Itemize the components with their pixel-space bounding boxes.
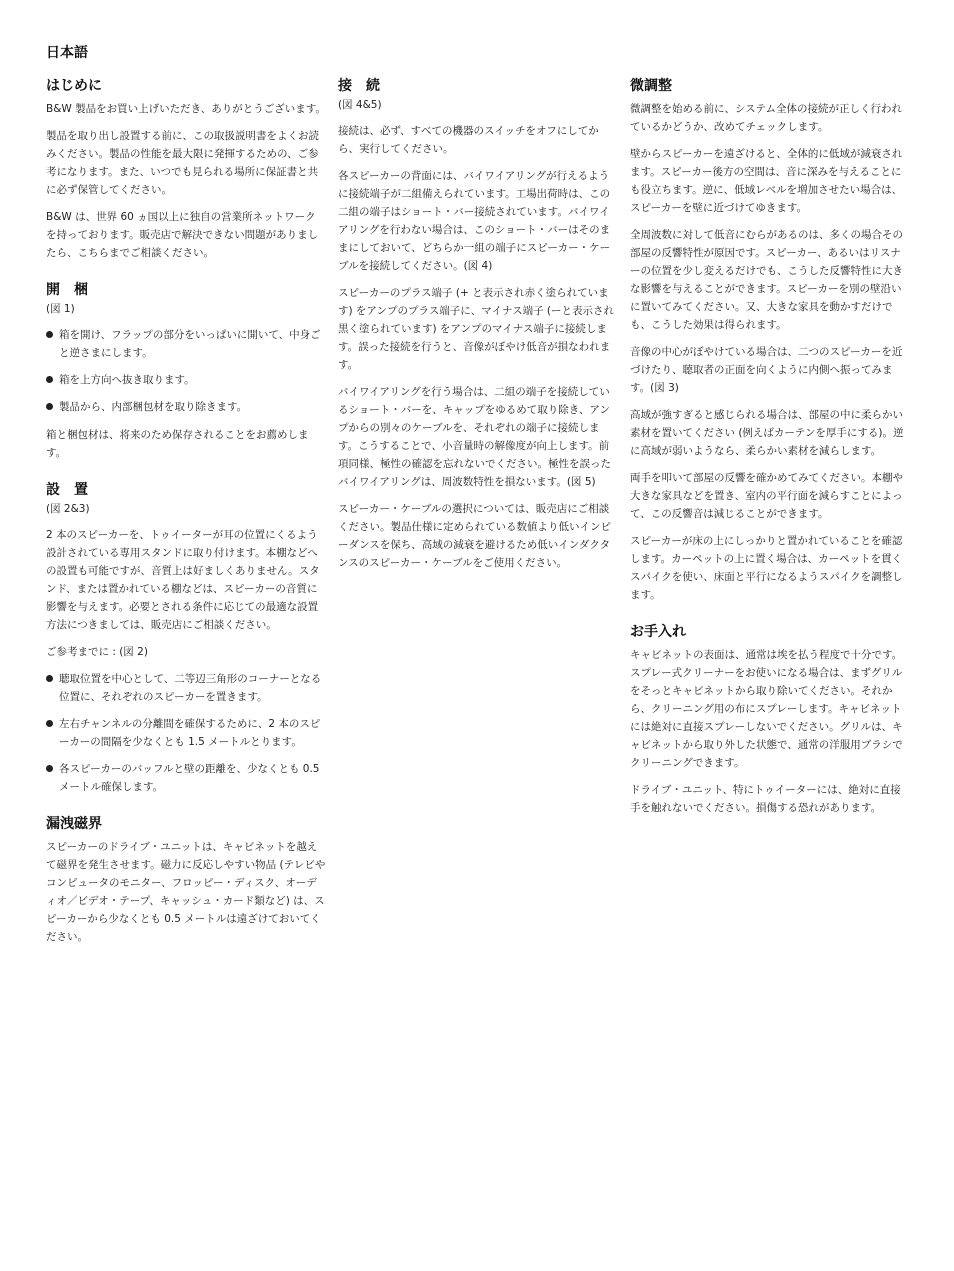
bullet-icon [46,331,53,338]
paragraph: 箱と梱包材は、将来のため保存されることをお薦めします。 [46,429,309,459]
section-heading: 接 続 [338,78,380,94]
section-placement [46,480,326,796]
paragraph: B&W 製品をお買い上げいただき、ありがとうございます。 [46,103,326,115]
paragraph: 両手を叩いて部屋の反響を確かめてみてください。本棚や大きな家具などを置き、室内の平行面を減らすことによって、この反響音は減じることができます。 [630,472,903,520]
section-fine-tuning [630,76,910,604]
list-item [46,760,326,796]
section-heading: 漏洩磁界 [46,816,102,832]
paragraph: 壁からスピーカーを遠ざけると、全体的に低域が減衰されます。スピーカー後方の空間は、音に深みを与えることにも役立ちます。逆に、低域レベルを増加させたい場合は、スピーカーを壁に近づけてゆきます。 [630,148,903,214]
column-left [46,76,326,964]
paragraph: 製品を取り出し設置する前に、この取扱説明書をよくお読みください。製品の性能を最大限に発揮するための、ご参考になります。また、いつでも見られる場所に保証書と共に必ず保管してください。 [46,130,319,196]
section-intro [46,76,326,262]
section-heading: はじめに [46,78,102,94]
paragraph: スピーカー・ケーブルの選択については、販売店にご相談ください。製品仕様に定められている数値より低いインピーダンスを保ち、高域の減衰を避けるため低いインダクタンスのスピーカー・ケーブルをご使用ください。 [338,503,611,569]
bullet-list [46,670,326,796]
list-item-text: 箱を上方向へ抜き取ります。 [59,374,195,386]
list-item [46,398,326,416]
paragraph: ドライブ・ユニット、特にトゥイーターには、絶対に直接手を触れないでください。損傷する恐れがあります。 [630,784,901,814]
bullet-icon [46,675,53,682]
figure-reference: (図 1) [46,303,75,315]
paragraph: 高域が強すぎると感じられる場合は、部屋の中に柔らかい素材を置いてください (例えばカーテンを厚手にする)。逆に高域が弱いようなら、柔らかい素材を減らします。 [630,409,904,457]
section-care [630,622,910,817]
paragraph: バイワイアリングを行う場合は、二組の端子を接続しているショート・バーを、キャップをゆるめて取り除き、アンプからの別々のケーブルを、それぞれの端子に接続します。こうすることで、小音量時の解像度が向上します。前項同様、極性の確認を忘れないでください。極性を誤ったバイワイアリングは、周波数特性を損ないます。(図 5) [338,386,611,488]
paragraph: スピーカーが床の上にしっかりと置かれていることを確認します。カーペットの上に置く場合は、カーペットを貫くスパイクを使い、床面と平行になるようスパイクを調整します。 [630,535,903,601]
section-heading: 微調整 [630,78,672,94]
figure-reference: (図 4&5) [338,99,382,111]
paragraph: 各スピーカーの背面には、バイワイアリングが行えるように接続端子が二組備えられています。工場出荷時は、この二組の端子はショート・バー接続されています。バイワイアリングを行わない場合は、このショート・バーはそのままにしておいて、どちらか一組の端子にスピーカー・ケーブルを接続してください。(図 4) [338,170,611,272]
paragraph: 音像の中心がぼやけている場合は、二つのスピーカーを近づけたり、聴取者の正面を向くように内側へ振ってみます。(図 3) [630,346,903,394]
list-item [46,715,326,751]
section-heading: 設 置 [46,482,88,498]
figure-reference: (図 2&3) [46,503,90,515]
bullet-icon [46,403,53,410]
list-item [46,326,326,362]
list-item-text: 箱を開け、フラップの部分をいっぱいに開いて、中身ごと逆さまにします。 [59,329,321,359]
section-heading: 開 梱 [46,282,88,298]
paragraph: キャビネットの表面は、通常は埃を払う程度で十分です。スプレー式クリーナーをお使いになる場合は、まずグリルをそっとキャビネットから取り除いてください。それから、クリーニング用の布にスプレーします。キャビネットには絶対に直接スプレーしないでください。グリルは、キャビネットから取り外した状態で、通常の洋服用ブラシでクリーニングできます。 [630,649,903,769]
bullet-icon [46,376,53,383]
list-item-text: 製品から、内部梱包材を取り除きます。 [59,401,248,413]
bullet-icon [46,720,53,727]
section-unpacking [46,280,326,462]
column-right [630,76,910,835]
list-item [46,670,326,706]
bullet-icon [46,765,53,772]
paragraph: 接続は、必ず、すべての機器のスイッチをオフにしてから、実行してください。 [338,125,599,155]
paragraph: 全周波数に対して低音にむらがあるのは、多くの場合その部屋の反響特性が原因です。スピーカー、あるいはリスナーの位置を少し変えるだけでも、こうした反響特性に大きな影響を与えることができます。スピーカーを別の壁沿いに置いてみてください。又、大きな家具を動かすだけでも、こうした効果は得られます。 [630,229,903,331]
section-connections [338,76,618,572]
bullet-list [46,326,326,416]
paragraph: スピーカーのプラス端子 (+ と表示され赤く塗られています) をアンプのプラス端子に、マイナス端子 (ーと表示され黒く塗られています) をアンプのマイナス端子に接続します。誤った接続を行うと、音像がぼやけ低音が損なわれます。 [338,287,615,371]
paragraph: B&W は、世界 60 ヵ国以上に独自の営業所ネットワークを持っております。販売店で解決できない問題がありましたら、こちらまでご相談ください。 [46,211,319,259]
column-middle [338,76,618,590]
paragraph: 微調整を始める前に、システム全体の接続が正しく行われているかどうか、改めてチェックします。 [630,103,902,133]
paragraph: ご参考までに : (図 2) [46,646,148,658]
paragraph: スピーカーのドライブ・ユニットは、キャビネットを越えて磁界を発生させます。磁力に反応しやすい物品 (テレビやコンピュータのモニター、フロッピー・ディスク、オーディオ／ビデオ・テープ、キャッシュ・カード類など) は、スピーカーから少なくとも 0.5 メートルは遠ざけておいてください。 [46,841,326,943]
paragraph: 2 本のスピーカーを、トゥイーターが耳の位置にくるよう設計されている専用スタンドに取り付けます。本棚などへの設置も可能ですが、音質上は好ましくありません。スタンド、または置かれている棚などは、スピーカーの音質に影響を与えます。必要とされる条件に応じての最適な設置方法につきましては、販売店にご相談ください。 [46,529,320,631]
list-item-text: 各スピーカーのバッフルと壁の距離を、少なくとも 0.5 メートル確保します。 [59,763,320,793]
section-magnetic-field [46,814,326,946]
list-item-text: 聴取位置を中心として、二等辺三角形のコーナーとなる位置に、それぞれのスピーカーを置きます。 [59,673,322,703]
list-item [46,371,326,389]
section-heading: お手入れ [630,624,686,640]
list-item-text: 左右チャンネルの分離間を確保するために、2 本のスピーカーの間隔を少なくとも 1.5 メートルとります。 [59,718,321,748]
page-title: 日本語 [46,45,88,61]
